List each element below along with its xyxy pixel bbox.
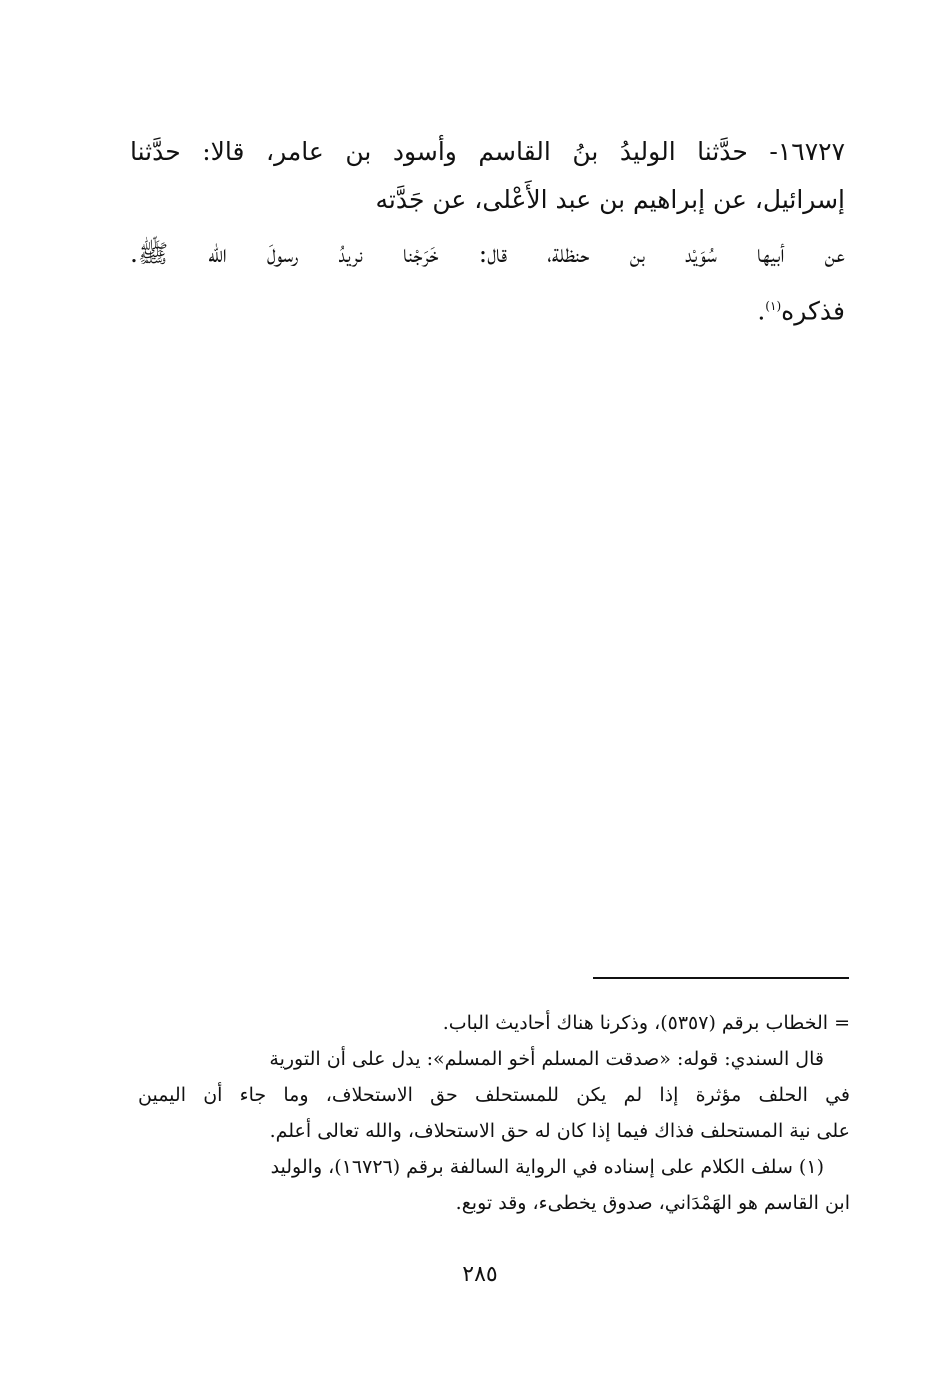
footnote-line-6: ابن القاسم هو الهَمْدَاني، صدوق يخطىء، وقد توبع. (455, 1192, 850, 1214)
footnote-divider (593, 977, 849, 979)
hadith-line-1: ١٦٧٢٧- حدَّثنا الوليدُ بنُ القاسم وأسود بن عامر، قالا: حدَّثنا (130, 137, 845, 166)
footnote-line-4: على نية المستحلف فذاك فيما إذا كان له حق الاستحلاف، والله تعالى أعلم. (269, 1120, 850, 1142)
hadith-line-4 (130, 280, 845, 337)
footnote-line-1: = الخطاب برقم (٥٣٥٧)، وذكرنا هناك أحاديث الباب. (442, 1012, 850, 1034)
footnotes-block (138, 1005, 850, 1221)
footnote-line-3: في الحلف مؤثرة إذا لم يكن للمستحلف حق الاستحلاف، وما جاء أن اليمين (138, 1084, 850, 1106)
hadith-line-2: إسرائيل، عن إبراهيم بن عبد الأَعْلى، عن جَدَّته (375, 185, 845, 214)
hadith-line-4-end: . (757, 296, 766, 326)
hadith-header (130, 128, 845, 224)
footnote-line-2: قال السندي: قوله: «صدقت المسلم أخو المسلم»: يدل على أن التورية (269, 1048, 824, 1070)
hadith-line-3: عن أبيها سُوَيْد بن حنظلة، قال: خَرَجْنا نريدُ رسولَ الله ﷺ. (130, 239, 845, 268)
footnote-marker: (١) (765, 299, 782, 313)
hadith-body (130, 228, 845, 337)
hadith-line-4-text: فذكره (781, 296, 845, 326)
page-number: ٢٨٥ (462, 1262, 498, 1287)
footnote-line-5: (١) سلف الكلام على إسناده في الرواية السالفة برقم (١٦٧٢٦)، والوليد (270, 1156, 824, 1178)
